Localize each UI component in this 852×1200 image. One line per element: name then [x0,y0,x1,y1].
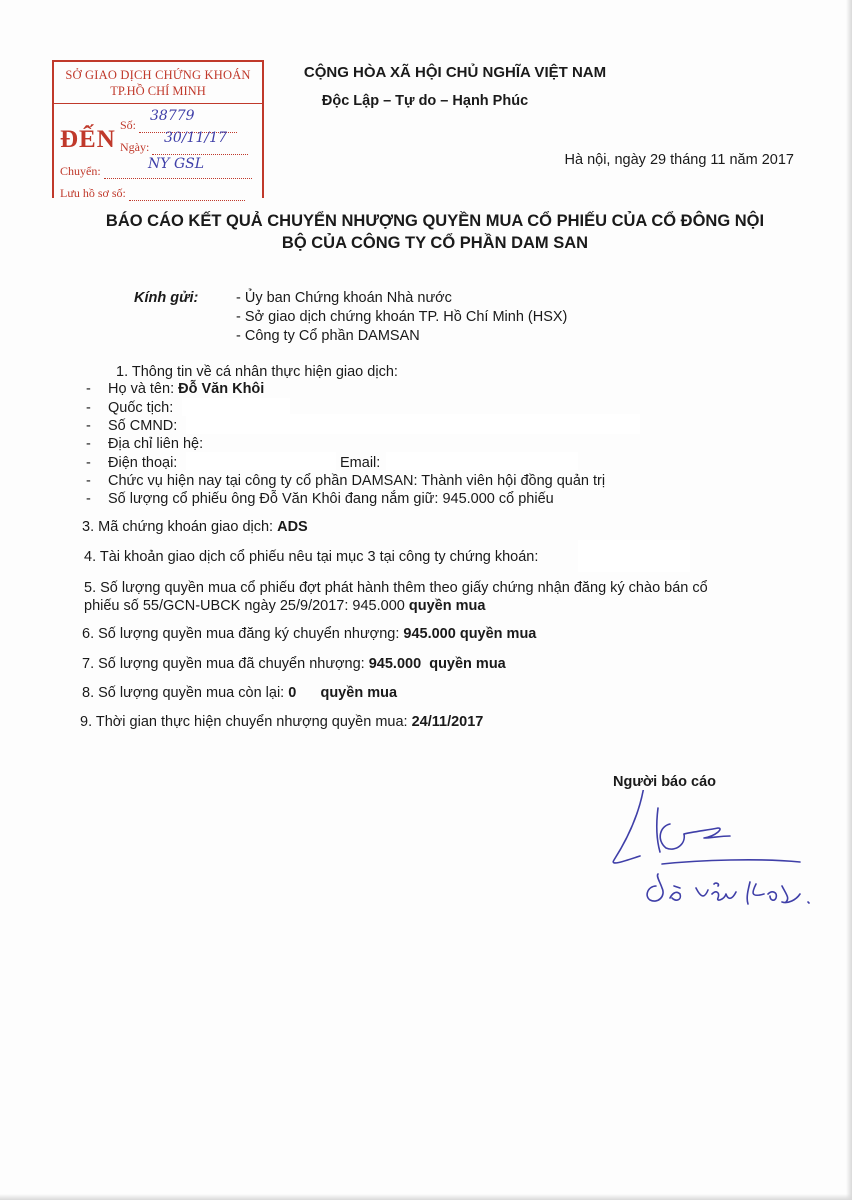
stamp-received-label: ĐẾN [60,126,116,153]
stamp-org-line2: TP.HỒ CHÍ MINH [110,84,206,98]
item7-label: 7. Số lượng quyền mua đã chuyển nhượng: [82,656,365,672]
nationality-label: Quốc tịch: [108,400,174,416]
item5-line1: 5. Số lượng quyền mua cổ phiếu đợt phát hành thêm theo giấy chứng nhận đăng ký chào bán cổ [84,580,708,596]
holding-text: Số lượng cổ phiếu ông Đỗ Văn Khôi đang nắm giữ: 945.000 cổ phiếu [108,491,554,507]
item8 [82,685,397,701]
name-value: Đỗ Văn Khôi [178,381,265,397]
stamp-luu-dots [129,190,245,201]
stamp-org-line1: SỞ GIAO DỊCH CHỨNG KHOÁN [65,68,251,82]
list-dash: - [86,436,91,452]
stamp-ngay-label: Ngày: [120,140,150,154]
item5-line2 [84,598,485,614]
stamp-so-label: Số: [120,118,137,132]
document-date: Hà nội, ngày 29 tháng 11 năm 2017 [564,152,794,168]
item6-label: 6. Số lượng quyền mua đăng ký chuyển nhượng: [82,626,400,642]
report-title-line1: BÁO CÁO KẾT QUẢ CHUYỂN NHƯỢNG QUYỀN MUA CỔ PHIẾU CỦA CỔ ĐÔNG NỘI [105,212,765,230]
stamp-ngay-value: 30/11/17 [164,130,227,146]
id-redaction [186,414,640,434]
name-label: Họ và tên: [108,381,175,397]
recipient-item: - Sở giao dịch chứng khoán TP. Hồ Chí Minh (HSX) [236,309,568,325]
country-heading: CỘNG HÒA XÃ HỘI CHỦ NGHĨA VIỆT NAM [303,64,607,81]
email-label: Email: [340,455,381,471]
item9 [80,714,483,730]
page-edge-bottom [0,1194,852,1200]
email-redaction [386,452,578,470]
recipients-label: Kính gửi: [134,290,199,306]
handwritten-signature [600,790,840,940]
stamp-luu-row [60,186,245,201]
item6 [82,626,536,642]
motto: Độc Lập – Tự do – Hạnh Phúc [321,93,529,109]
stamp-luu-label: Lưu hồ sơ số: [60,186,126,200]
item6-value: 945.000 quyền mua [403,626,537,642]
id-label: Số CMND: [108,418,178,434]
page-edge-right [846,0,852,1200]
item5-unit: quyền mua [408,598,486,614]
item8-value: 0 quyền mua [288,685,398,701]
item7-value: 945.000 quyền mua [368,656,506,672]
recipient-item: - Ủy ban Chứng khoán Nhà nước [236,290,452,306]
name-row [108,381,264,397]
stamp-chuyen-value: NY GSL [148,156,205,172]
section1-heading: 1. Thông tin về cá nhân thực hiện giao dịch: [116,364,398,380]
item7 [82,656,506,672]
list-dash: - [86,381,91,397]
item3-label: 3. Mã chứng khoán giao dịch: [82,519,274,535]
list-dash: - [86,400,91,416]
received-stamp [52,60,264,198]
position-text: Chức vụ hiện nay tại công ty cổ phần DAMSAN: Thành viên hội đồng quản trị [108,473,606,489]
phone-label: Điện thoại: [108,455,178,471]
list-dash: - [86,455,91,471]
stamp-chuyen-label: Chuyển: [60,164,101,178]
item3 [82,519,308,535]
address-label: Địa chỉ liên hệ: [108,436,204,452]
list-dash: - [86,418,91,434]
item9-label: 9. Thời gian thực hiện chuyển nhượng quyền mua: [80,714,408,730]
item8-label: 8. Số lượng quyền mua còn lại: [82,685,285,701]
list-dash: - [86,491,91,507]
report-title-line2: BỘ CỦA CÔNG TY CỔ PHẦN DAM SAN [281,234,589,252]
stamp-divider [54,103,262,104]
phone-redaction [186,452,336,470]
item5-line2-text: phiếu số 55/GCN-UBCK ngày 25/9/2017: 945.000 [84,598,405,614]
list-dash: - [86,473,91,489]
account-redaction [578,540,690,572]
report-title [90,210,780,254]
item4-label: 4. Tài khoản giao dịch cổ phiếu nêu tại mục 3 tại công ty chứng khoán: [84,549,539,565]
recipient-item: - Công ty Cổ phần DAMSAN [236,328,420,344]
item9-value: 24/11/2017 [411,714,484,730]
item3-value: ADS [277,519,308,535]
stamp-so-value: 38779 [150,108,195,124]
signer-label: Người báo cáo [613,774,716,790]
